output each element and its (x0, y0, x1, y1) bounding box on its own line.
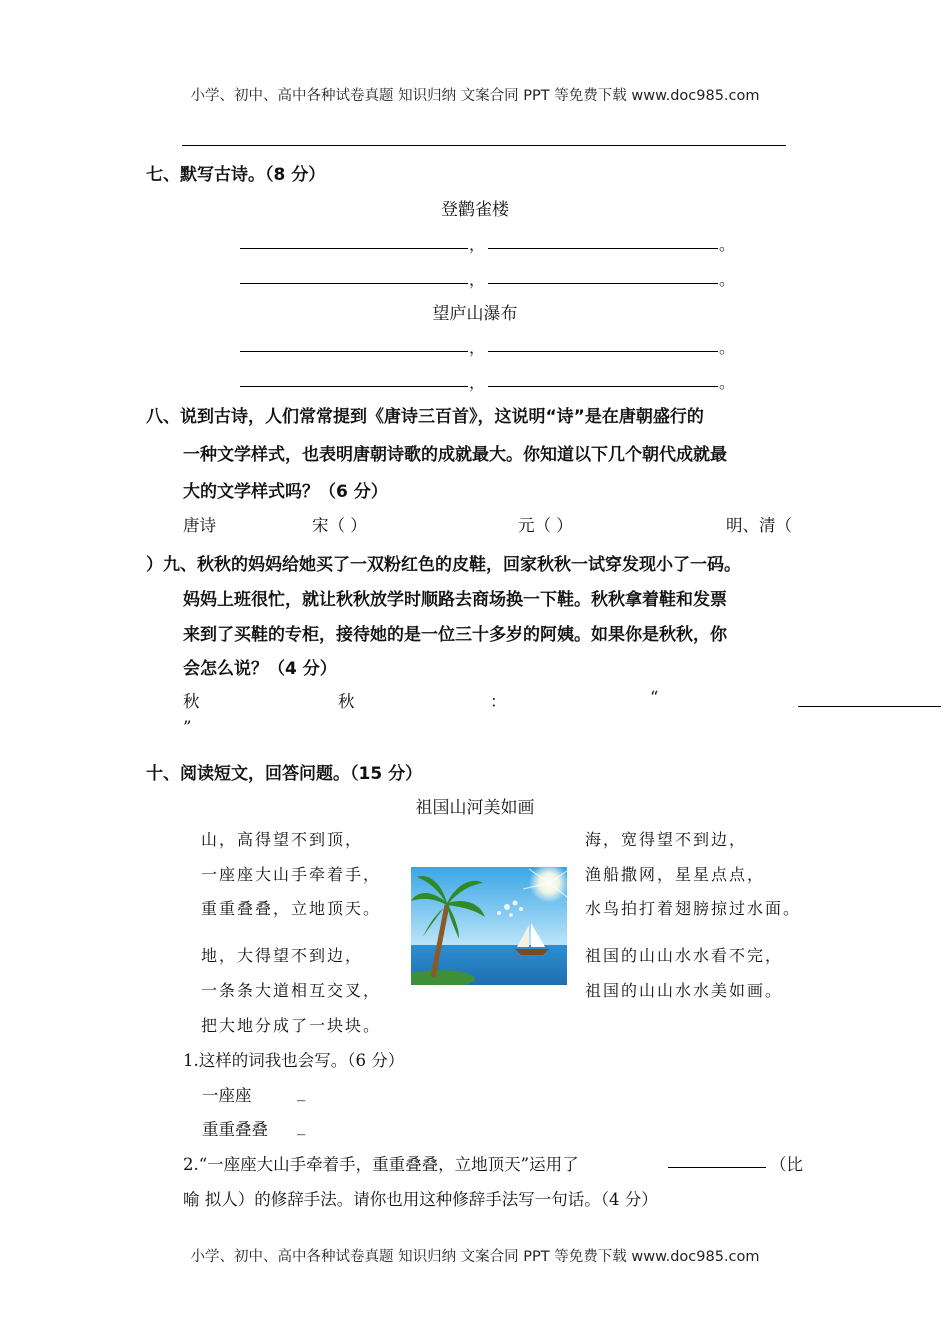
poem1-title: 登鹳雀楼 (441, 200, 509, 220)
section8-line3: 大的文学样式吗？（6 分） (183, 482, 388, 502)
section7-heading: 七、默写古诗。（8 分） (146, 165, 326, 185)
dynasty-tang: 唐诗 (183, 516, 216, 535)
section10-heading: 十、阅读短文，回答问题。（15 分） (146, 764, 423, 784)
q1-word-yizuozuo: 一座座 (202, 1086, 252, 1105)
q1-blank-b[interactable]: _ (297, 1116, 306, 1135)
poem-right-line: 祖国的山山水水美如画。 (585, 981, 784, 1000)
comma: ， (469, 235, 486, 254)
q2-blank-line[interactable] (668, 1167, 766, 1168)
poem-left-line: 一座座大山手牵着手， (201, 865, 382, 884)
section8-line2: 一种文学样式，也表明唐朝诗歌的成就最大。你知道以下几个朝代成就最 (183, 445, 727, 465)
comma: ， (469, 270, 486, 289)
q1-prompt: 1.这样的词我也会写。（6 分） (183, 1051, 405, 1070)
poem-left-line: 地，大得望不到边， (201, 946, 364, 965)
poem-left-line: 把大地分成了一块块。 (201, 1016, 382, 1035)
palm-sea-illustration (411, 867, 567, 985)
answer-qiu-2: 秋 (338, 692, 355, 711)
poem2-title: 望庐山瀑布 (432, 304, 518, 324)
poem-right-line: 渔船撒网，星星点点， (585, 865, 766, 884)
q2-line2: 喻 拟人）的修辞手法。请你也用这种修辞手法写一句话。（4 分） (183, 1190, 658, 1209)
reading-poem-title: 祖国山河美如画 (415, 798, 535, 818)
blank-line[interactable] (240, 283, 468, 284)
blank-line[interactable] (240, 386, 468, 387)
comma: ， (469, 338, 486, 357)
q1-word-chongchong: 重重叠叠 (202, 1120, 268, 1139)
poem-right-line: 海，宽得望不到边， (585, 830, 748, 849)
section9-line4: 会怎么说？（4 分） (183, 659, 337, 679)
blank-line[interactable] (488, 351, 718, 352)
page-footer: 小学、初中、高中各种试卷真题 知识归纳 文案合同 PPT 等免费下载 www.doc985.com (190, 1249, 760, 1265)
comma: ， (469, 373, 486, 392)
dynasty-song[interactable]: 宋（ ） (312, 516, 367, 535)
dynasty-ming-qing[interactable]: 明、清（ (726, 516, 792, 535)
section8-line1: 八、说到古诗，人们常常提到《唐诗三百首》，这说明“诗”是在唐朝盛行的 (146, 407, 704, 427)
blank-line[interactable] (488, 248, 718, 249)
answer-close-quote: ” (183, 718, 192, 737)
blank-line[interactable] (240, 248, 468, 249)
answer-blank-line[interactable] (798, 706, 941, 707)
period: 。 (719, 235, 736, 254)
poem-left-line: 山，高得望不到顶， (201, 830, 364, 849)
blank-line[interactable] (488, 283, 718, 284)
poem-right-line: 水鸟拍打着翅膀掠过水面。 (585, 899, 802, 918)
q2-line1-tail: （比 (770, 1155, 803, 1174)
section9-line3: 来到了买鞋的专柜，接待她的是一位三十多岁的阿姨。如果你是秋秋，你 (183, 625, 727, 645)
answer-open-quote: “ (650, 688, 659, 707)
q2-line1: 2.“一座座大山手牵着手，重重叠叠，立地顶天”运用了 (183, 1155, 579, 1174)
poem-left-line: 重重叠叠，立地顶天。 (201, 899, 382, 918)
section9-line1: ）九、秋秋的妈妈给她买了一双粉红色的皮鞋，回家秋秋一试穿发现小了一码。 (146, 555, 741, 575)
q1-blank-a[interactable]: _ (297, 1082, 306, 1101)
blank-line[interactable] (488, 386, 718, 387)
blank-line[interactable] (240, 351, 468, 352)
dynasty-yuan[interactable]: 元（ ） (518, 516, 573, 535)
answer-qiu-1: 秋 (183, 692, 200, 711)
section9-line2: 妈妈上班很忙，就让秋秋放学时顺路去商场换一下鞋。秋秋拿着鞋和发票 (183, 590, 727, 610)
period: 。 (719, 270, 736, 289)
page-header: 小学、初中、高中各种试卷真题 知识归纳 文案合同 PPT 等免费下载 www.doc985.com (190, 88, 760, 104)
answer-colon: ： (490, 692, 507, 711)
poem-left-line: 一条条大道相互交叉， (201, 981, 382, 1000)
period: 。 (719, 338, 736, 357)
poem-right-line: 祖国的山山水水看不完， (585, 946, 784, 965)
period: 。 (719, 373, 736, 392)
answer-line-top (182, 145, 786, 146)
